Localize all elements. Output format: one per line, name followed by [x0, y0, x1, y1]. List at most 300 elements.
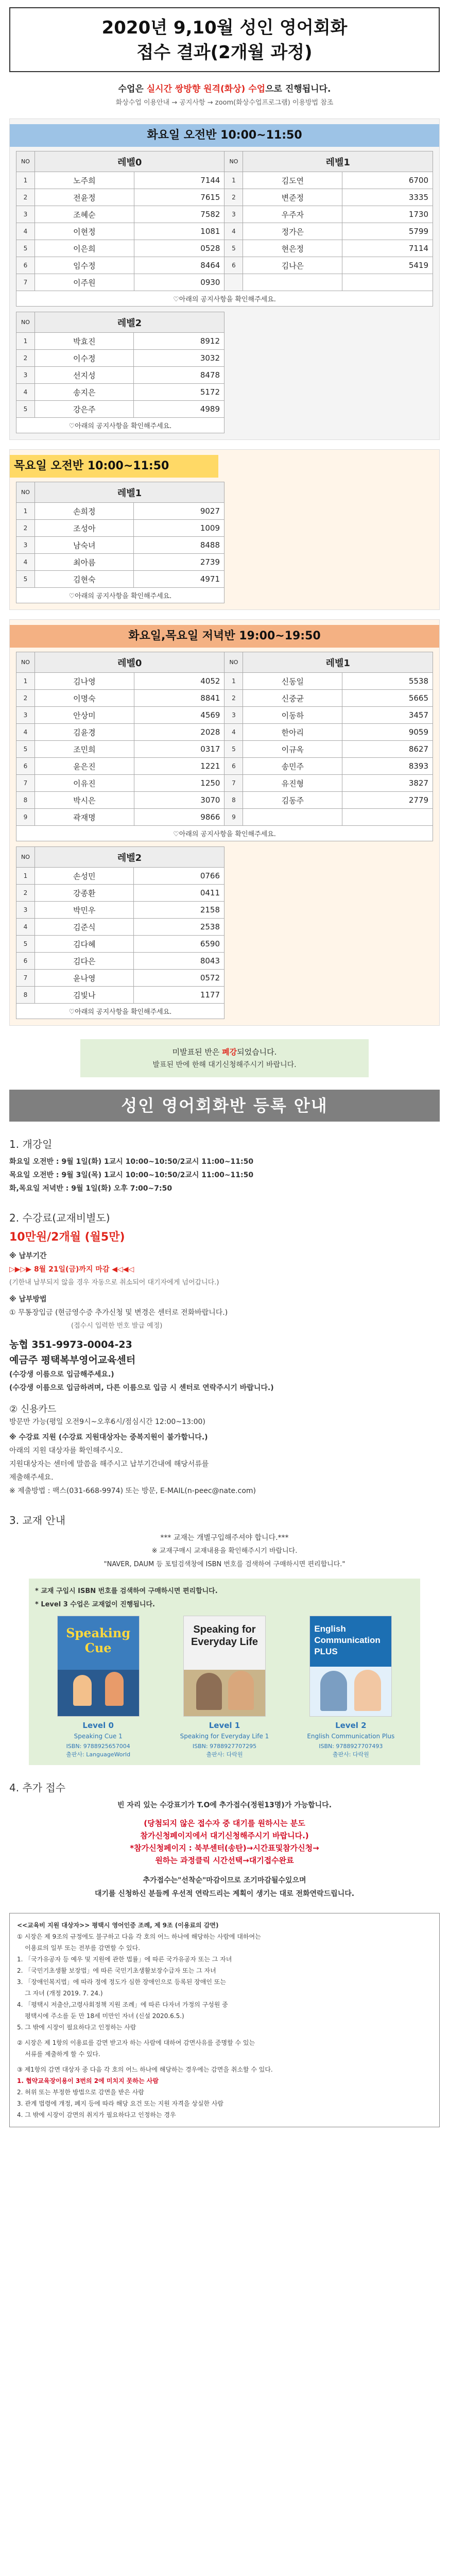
phone-suffix: 8912 [134, 333, 224, 350]
row-number: 5 [224, 741, 243, 758]
roster-table [16, 652, 433, 841]
no-header: NO [16, 151, 35, 172]
section-tt-pm [9, 619, 440, 1026]
due-note: (기한내 납부되지 않을 경우 자동으로 취소되어 대기자에게 넘어갑니다.) [9, 1279, 219, 1286]
table-row [16, 554, 224, 571]
textbook-note-1: *** 교재는 개별구입해주셔야 합니다.*** [160, 1534, 289, 1542]
rules-line: 4. 「평택시 저출산,고령사회정책 지원 조례」에 따른 다자녀 가정의 구성원 중 [17, 2001, 228, 2008]
phone-suffix: 9866 [134, 809, 224, 826]
member-name: 변준정 [243, 189, 342, 206]
row-number: 8 [16, 987, 35, 1004]
textbook-heading: 3. 교재 안내 [9, 1514, 66, 1527]
rules-line: ① 시장은 제 9조의 규정에도 불구하고 다음 각 호의 어느 하나에 해당하는 사람에 대하여는 [17, 1933, 261, 1940]
row-number: 3 [224, 206, 243, 223]
member-name: 선지성 [35, 367, 134, 384]
support-heading: ※ 수강료 지원 (수강료 지원대상자는 중복지원이 불가합니다.) [9, 1433, 208, 1442]
textbook-publisher: 출판사: LanguageWorld [66, 1751, 131, 1758]
phone-suffix: 0317 [134, 741, 224, 758]
level-header: 레벨0 [35, 151, 224, 172]
section-title: 화요일 오전반 10:00~11:50 [10, 124, 439, 147]
cover-title: Speaking Cue [66, 1625, 131, 1655]
first-come-notice-2: 대기를 신청하신 분들께 우선적 연락드리는 계획이 생기는 대로 전화연락드립니다. [94, 1890, 355, 1898]
phone-suffix: 2779 [342, 792, 433, 809]
row-number: 4 [16, 724, 35, 741]
member-name: 윤은진 [35, 758, 134, 775]
table-row [16, 571, 224, 588]
textbook-cover-image [309, 1616, 392, 1717]
member-name: 신동일 [243, 673, 342, 690]
member-name: 김현숙 [35, 571, 134, 588]
member-name: 김다은 [35, 953, 134, 970]
row-number: 3 [224, 707, 243, 724]
row-number: 5 [16, 571, 35, 588]
textbook-note-2: ※ 교재구매시 교재내용을 확인해주시기 바랍니다. [151, 1547, 298, 1555]
member-name: 안상미 [35, 707, 134, 724]
phone-suffix: 2538 [134, 919, 224, 936]
textbook-title: Speaking Cue 1 [74, 1733, 123, 1740]
phone-suffix: 4971 [134, 571, 224, 588]
textbook-title: Speaking for Everyday Life 1 [180, 1733, 269, 1740]
row-number: 1 [16, 172, 35, 189]
table-row [16, 707, 433, 724]
table-row [16, 775, 433, 792]
table-footer-row [16, 291, 433, 307]
table-footer-row [16, 418, 224, 433]
phone-suffix [342, 809, 433, 826]
level-header: 레벨1 [243, 151, 433, 172]
online-notice [9, 81, 440, 109]
support-text-2: 지원대상자는 센터에 말씀을 해주시고 납부기간내에 해당서류를 [9, 1460, 209, 1468]
page-title-line1: 2020년 9,10월 성인 영어회화 [101, 18, 348, 38]
row-number: 7 [16, 274, 35, 291]
table-row [16, 240, 433, 257]
member-name: 박시은 [35, 792, 134, 809]
phone-suffix: 7144 [134, 172, 224, 189]
table-row [16, 741, 433, 758]
table-row [16, 902, 224, 919]
member-name: 한아리 [243, 724, 342, 741]
phone-suffix: 2158 [134, 902, 224, 919]
textbook-item [297, 1616, 405, 1759]
payment-method-2: ② 신용카드 [9, 1404, 57, 1415]
member-name: 이규옥 [243, 741, 342, 758]
member-name: 손희정 [35, 503, 134, 520]
level-header: 레벨2 [35, 847, 224, 868]
member-name [243, 274, 342, 291]
row-number: 3 [16, 707, 35, 724]
textbook-title: English Communication Plus [307, 1733, 395, 1740]
table-footnote: ♡아래의 공지사항을 확인해주세요. [16, 291, 433, 307]
payment-heading: ※ 납부방법 [9, 1295, 47, 1303]
table-row [16, 223, 433, 240]
phone-suffix: 0411 [134, 885, 224, 902]
phone-suffix: 4052 [134, 673, 224, 690]
row-number: 1 [16, 503, 35, 520]
phone-suffix: 8393 [342, 758, 433, 775]
waitlist-line: *참가신청페이지 : 북부센터(송탄)→시간표및참가신청→ [130, 1843, 319, 1853]
start-date-tue-am: 화요일 오전반 : 9월 1일(화) 1교시 10:00~10:50/2교시 11:00~11:50 [9, 1158, 254, 1166]
bank-note-1: (수강생 이름으로 입금해주세요.) [9, 1370, 114, 1379]
table-row [16, 401, 224, 418]
bank-account: 농협 351-9973-0004-23 [9, 1339, 132, 1350]
phone-suffix: 8464 [134, 257, 224, 274]
phone-suffix: 1250 [134, 775, 224, 792]
table-row [16, 503, 224, 520]
table-footnote: ♡아래의 공지사항을 확인해주세요. [16, 588, 224, 603]
member-name: 곽재명 [35, 809, 134, 826]
textbook-level: Level 2 [335, 1721, 367, 1730]
row-number: 2 [224, 690, 243, 707]
row-number: 2 [16, 690, 35, 707]
start-date-heading: 1. 개강일 [9, 1138, 53, 1150]
row-number: 6 [16, 953, 35, 970]
member-name: 현은정 [243, 240, 342, 257]
row-number: 4 [16, 223, 35, 240]
rules-line: 서류를 제출하게 할 수 있다. [17, 2050, 100, 2058]
table-footnote: ♡아래의 공지사항을 확인해주세요. [16, 418, 224, 433]
row-number: 2 [224, 189, 243, 206]
member-name: 이유진 [35, 775, 134, 792]
cover-title: Speaking for Everyday Life [191, 1624, 258, 1648]
fee-heading: 2. 수강료(교재비별도) [9, 1212, 110, 1224]
row-number: 1 [16, 868, 35, 885]
level-header: 레벨2 [35, 312, 224, 333]
table-row [16, 172, 433, 189]
roster-table [16, 482, 224, 603]
phone-suffix: 2028 [134, 724, 224, 741]
table-row [16, 953, 224, 970]
member-name: 김윤경 [35, 724, 134, 741]
roster-table [16, 846, 224, 1019]
member-name: 조혜순 [35, 206, 134, 223]
phone-suffix: 7114 [342, 240, 433, 257]
row-number: 6 [224, 257, 243, 274]
due-date: ▷▶▷▶ 8월 21일(금)까지 마감 ◀◁◀◁ [9, 1265, 134, 1274]
row-number: 7 [16, 970, 35, 987]
row-number: 2 [16, 885, 35, 902]
textbook-box-note-1: * 교재 구입시 ISBN 번호를 검색하여 구매하시면 편리합니다. [35, 1587, 218, 1595]
table-row [16, 885, 224, 902]
textbook-box-note-2: * Level 3 수업은 교재없이 진행됩니다. [35, 1601, 155, 1608]
fee-reduction-rules [9, 1913, 440, 2127]
member-name: 노주희 [35, 172, 134, 189]
row-number: 7 [16, 775, 35, 792]
row-number: 5 [16, 741, 35, 758]
phone-suffix: 8841 [134, 690, 224, 707]
roster-table [16, 151, 433, 307]
extra-registration-text: 빈 자리 있는 수강표기가 T.O에 추가접수(정원13명)가 가능합니다. [117, 1801, 332, 1809]
table-row [16, 987, 224, 1004]
row-number: 5 [16, 401, 35, 418]
wait-text: 미발표된 반은 [172, 1047, 222, 1057]
table-row [16, 257, 433, 274]
level-header: 레벨1 [35, 482, 224, 503]
row-number: 1 [16, 333, 35, 350]
section-tue-am [9, 118, 440, 440]
table-row [16, 868, 224, 885]
phone-suffix: 5538 [342, 673, 433, 690]
member-name: 임수정 [35, 257, 134, 274]
phone-suffix: 2739 [134, 554, 224, 571]
section-thu-am [9, 449, 440, 610]
notice-pre: 수업은 [118, 84, 147, 94]
table-row [16, 189, 433, 206]
wait-text: 되었습니다. [237, 1047, 277, 1057]
phone-suffix: 8627 [342, 741, 433, 758]
member-name: 이수정 [35, 350, 134, 367]
textbook-box [29, 1579, 420, 1765]
table-footnote: ♡아래의 공지사항을 확인해주세요. [16, 1004, 224, 1019]
phone-suffix: 4569 [134, 707, 224, 724]
phone-suffix: 9027 [134, 503, 224, 520]
row-number: 4 [224, 223, 243, 240]
member-name: 이주원 [35, 274, 134, 291]
member-name: 김동주 [243, 792, 342, 809]
row-number [224, 274, 243, 291]
row-number: 6 [16, 758, 35, 775]
textbook-isbn: ISBN: 9788927707493 [319, 1743, 383, 1750]
member-name: 이명숙 [35, 690, 134, 707]
phone-suffix: 0572 [134, 970, 224, 987]
cover-title: English Communication PLUS [314, 1624, 381, 1656]
table-row [16, 936, 224, 953]
phone-suffix: 3457 [342, 707, 433, 724]
row-number: 4 [224, 724, 243, 741]
phone-suffix: 3032 [134, 350, 224, 367]
row-number: 6 [224, 758, 243, 775]
roster-table [16, 312, 224, 433]
phone-suffix: 5419 [342, 257, 433, 274]
payment-method-1: ① 무통장입금 (현금영수증 추가신청 및 변경은 센터로 전화바랍니다.) [9, 1309, 228, 1317]
table-row [16, 792, 433, 809]
member-name: 최아름 [35, 554, 134, 571]
table-row [16, 537, 224, 554]
fee-amount: 10만원/2개월 (월5만) [9, 1231, 125, 1244]
section-title: 화요일,목요일 저녁반 19:00~19:50 [10, 625, 439, 648]
table-row [16, 970, 224, 987]
table-row [16, 724, 433, 741]
row-number: 8 [224, 792, 243, 809]
rules-heading: <<교육비 지원 대상자>> 평택시 영어인증 조례, 제 9조 (이용료의 감면) [17, 1922, 219, 1929]
table-footer-row [16, 1004, 224, 1019]
textbook-item [170, 1616, 279, 1759]
table-row [16, 367, 224, 384]
member-name: 김도연 [243, 172, 342, 189]
member-name: 전윤정 [35, 189, 134, 206]
rules-line: 평택시에 주소를 둔 만 18세 미만인 자녀 (신설 2020.6.5.) [17, 2012, 184, 2020]
notice-post: 으로 진행됩니다. [265, 84, 331, 94]
no-header: NO [16, 312, 35, 333]
textbook-isbn: ISBN: 9788927707295 [192, 1743, 257, 1750]
notice-highlight: 실시간 쌍방향 원격(화상) 수업 [146, 84, 266, 94]
member-name: 송지은 [35, 384, 134, 401]
page [0, 7, 449, 2127]
table-footer-row [16, 588, 224, 603]
member-name [243, 809, 342, 826]
member-name: 이동하 [243, 707, 342, 724]
phone-suffix: 6590 [134, 936, 224, 953]
member-name: 강종환 [35, 885, 134, 902]
textbook-level: Level 1 [209, 1721, 240, 1730]
support-text-1: 아래의 지원 대상자를 확인해주시오. [9, 1447, 123, 1455]
row-number: 9 [16, 809, 35, 826]
phone-suffix: 0766 [134, 868, 224, 885]
textbook-list [35, 1616, 414, 1759]
notice-path: 화상수업 이용안내 → 공지사항 → zoom(화상수업프로그램) 이용방법 참조 [115, 99, 334, 107]
row-number: 5 [16, 936, 35, 953]
phone-suffix: 5172 [134, 384, 224, 401]
level-header: 레벨0 [35, 652, 224, 673]
rules-line: 5. 그 밖에 시장이 필요하다고 인정하는 사람 [17, 2024, 136, 2031]
member-name: 박효진 [35, 333, 134, 350]
no-header: NO [16, 847, 35, 868]
waitlist-instructions [65, 1817, 384, 1867]
phone-suffix: 5665 [342, 690, 433, 707]
row-number: 3 [16, 537, 35, 554]
page-title-line2: 접수 결과(2개월 과정) [136, 42, 313, 63]
textbook-publisher: 출판사: 다락원 [332, 1751, 369, 1758]
member-name: 김빛나 [35, 987, 134, 1004]
member-name: 남숙녀 [35, 537, 134, 554]
phone-suffix: 8488 [134, 537, 224, 554]
rules-line: ③ 제1항의 감면 대상자 중 다음 각 호의 어느 하나에 해당하는 경우에는 감면을 취소할 수 있다. [17, 2066, 273, 2073]
textbook-publisher: 출판사: 다락원 [206, 1751, 243, 1758]
rules-line: 2. 「국민기초생활 보장법」에 따른 국민기초생활보장수급자 또는 그 자녀 [17, 1967, 216, 1974]
member-name: 정가은 [243, 223, 342, 240]
title-box [9, 7, 440, 72]
textbook-note-3: "NAVER, DAUM 등 포털검색창에 ISBN 번호를 검색하여 구매하시면 편리합니다." [103, 1561, 346, 1568]
phone-suffix: 9059 [342, 724, 433, 741]
bank-note-2: (수강생 이름으로 입금하려며, 다른 이름으로 입금 시 센터로 연락주시기 바랍니다.) [9, 1384, 274, 1392]
table-row [16, 690, 433, 707]
row-number: 5 [224, 240, 243, 257]
phone-suffix: 3827 [342, 775, 433, 792]
member-name: 강은주 [35, 401, 134, 418]
member-name: 김나은 [243, 257, 342, 274]
member-name: 김준식 [35, 919, 134, 936]
rules-line: ② 시장은 제 1항의 이용료를 감면 받고자 하는 사람에 대하여 감면사유를 증명할 수 있는 [17, 2039, 255, 2046]
textbook-isbn: ISBN: 9788925657004 [66, 1743, 130, 1750]
phone-suffix: 0930 [134, 274, 224, 291]
textbook-cover-image [183, 1616, 266, 1717]
row-number: 3 [16, 367, 35, 384]
table-row [16, 809, 433, 826]
rules-line: 1. 「국가유공자 등 예우 및 지원에 관한 법률」에 따른 국가유공자 또는 그 자녀 [17, 1956, 232, 1963]
extra-registration-heading: 4. 추가 접수 [9, 1782, 66, 1794]
guide-title: 성인 영어회화반 등록 안내 [9, 1090, 440, 1122]
phone-suffix: 3335 [342, 189, 433, 206]
phone-suffix [342, 274, 433, 291]
row-number: 7 [224, 775, 243, 792]
rules-line: 2. 허위 또는 부정한 방법으로 감면을 받은 사람 [17, 2089, 144, 2096]
member-name: 조민희 [35, 741, 134, 758]
phone-suffix: 0528 [134, 240, 224, 257]
textbook-level: Level 0 [82, 1721, 114, 1730]
row-number: 6 [16, 257, 35, 274]
member-name: 손성민 [35, 868, 134, 885]
no-header: NO [16, 652, 35, 673]
row-number: 2 [16, 520, 35, 537]
row-number: 4 [16, 554, 35, 571]
row-number: 1 [224, 673, 243, 690]
member-name: 윤나영 [35, 970, 134, 987]
no-header: NO [224, 151, 243, 172]
row-number: 4 [16, 384, 35, 401]
rules-line: 3. 「장애인복지법」에 따라 정에 정도가 심한 장애인으로 등록된 장애인 또는 [17, 1978, 226, 1986]
row-number: 5 [16, 240, 35, 257]
table-row [16, 350, 224, 367]
phone-suffix: 1221 [134, 758, 224, 775]
payment-method-1-note: (접수시 입력한 번호 발급 예정) [71, 1322, 163, 1330]
phone-suffix: 7615 [134, 189, 224, 206]
row-number: 2 [16, 189, 35, 206]
member-name: 송민주 [243, 758, 342, 775]
phone-suffix: 1730 [342, 206, 433, 223]
table-row [16, 274, 433, 291]
phone-suffix: 3070 [134, 792, 224, 809]
section-title: 목요일 오전반 10:00~11:50 [10, 455, 218, 478]
rules-line-highlight: 1. 협약교육장이용이 3번의 2에 미치지 못하는 사람 [17, 2077, 159, 2084]
phone-suffix: 1009 [134, 520, 224, 537]
no-header: NO [16, 482, 35, 503]
member-name: 이은희 [35, 240, 134, 257]
row-number: 4 [16, 919, 35, 936]
waitlist-line: (당첨되지 않은 접수자 중 대기를 원하시는 분도 [144, 1819, 305, 1828]
textbook-item [44, 1616, 152, 1759]
waitlist-line: 참가신청페이지에서 대기신청해주시기 바랍니다.) [140, 1831, 309, 1840]
member-name: 이현정 [35, 223, 134, 240]
payment-method-2-note: 방문만 가능(평일 오전9시~오후6시/점심시간 12:00~13:00) [9, 1418, 205, 1426]
table-row [16, 919, 224, 936]
first-come-notice-1: 추가접수는"선착순"마감이므로 조기마감될수있으며 [143, 1876, 306, 1885]
rules-line: 이용료의 일부 또는 전부를 감면할 수 있다. [17, 1944, 141, 1952]
member-name: 신중균 [243, 690, 342, 707]
table-row [16, 673, 433, 690]
waitlist-notice [80, 1039, 369, 1077]
row-number: 3 [16, 206, 35, 223]
row-number: 8 [16, 792, 35, 809]
row-number: 3 [16, 902, 35, 919]
rules-line: 3. 관계 법령에 개정, 폐지 등에 따라 해당 요건 또는 지원 자격을 상실한 사람 [17, 2100, 224, 2107]
row-number: 9 [224, 809, 243, 826]
table-row [16, 206, 433, 223]
rules-line: 그 자녀 (개정 2019. 7. 24.) [17, 1990, 103, 1997]
account-holder: 예금주 평택복부영어교육센터 [9, 1354, 136, 1366]
table-footer-row [16, 826, 433, 841]
waitlist-line: 원하는 과정클릭 시간선택→대기접수완료 [155, 1856, 294, 1865]
wait-instruction: 발표된 반에 한해 대기신청해주시기 바랍니다. [152, 1061, 297, 1069]
table-row [16, 758, 433, 775]
support-text-3: 제출해주세요. [9, 1473, 54, 1482]
member-name: 김다혜 [35, 936, 134, 953]
member-name: 김나영 [35, 673, 134, 690]
phone-suffix: 4989 [134, 401, 224, 418]
support-text-4: ※ 제출방법 : 팩스(031-668-9974) 또는 방문, E-MAIL(n-peec@nate.com) [9, 1487, 256, 1495]
row-number: 2 [16, 350, 35, 367]
start-date-pm: 화,목요일 저녁반 : 9월 1일(화) 오후 7:00~7:50 [9, 1184, 172, 1193]
table-row [16, 520, 224, 537]
member-name: 박민우 [35, 902, 134, 919]
phone-suffix: 8478 [134, 367, 224, 384]
phone-suffix: 1177 [134, 987, 224, 1004]
rules-line: 4. 그 밖에 시장이 감면의 취지가 필요하다고 인정하는 경우 [17, 2111, 176, 2119]
no-header: NO [224, 652, 243, 673]
due-heading: ※ 납부기간 [9, 1252, 47, 1260]
member-name: 우주자 [243, 206, 342, 223]
table-row [16, 333, 224, 350]
start-date-thu-am: 목요일 오전반 : 9월 3일(목) 1교시 10:00~10:50/2교시 11:00~11:50 [9, 1171, 254, 1179]
level-header: 레벨1 [243, 652, 433, 673]
